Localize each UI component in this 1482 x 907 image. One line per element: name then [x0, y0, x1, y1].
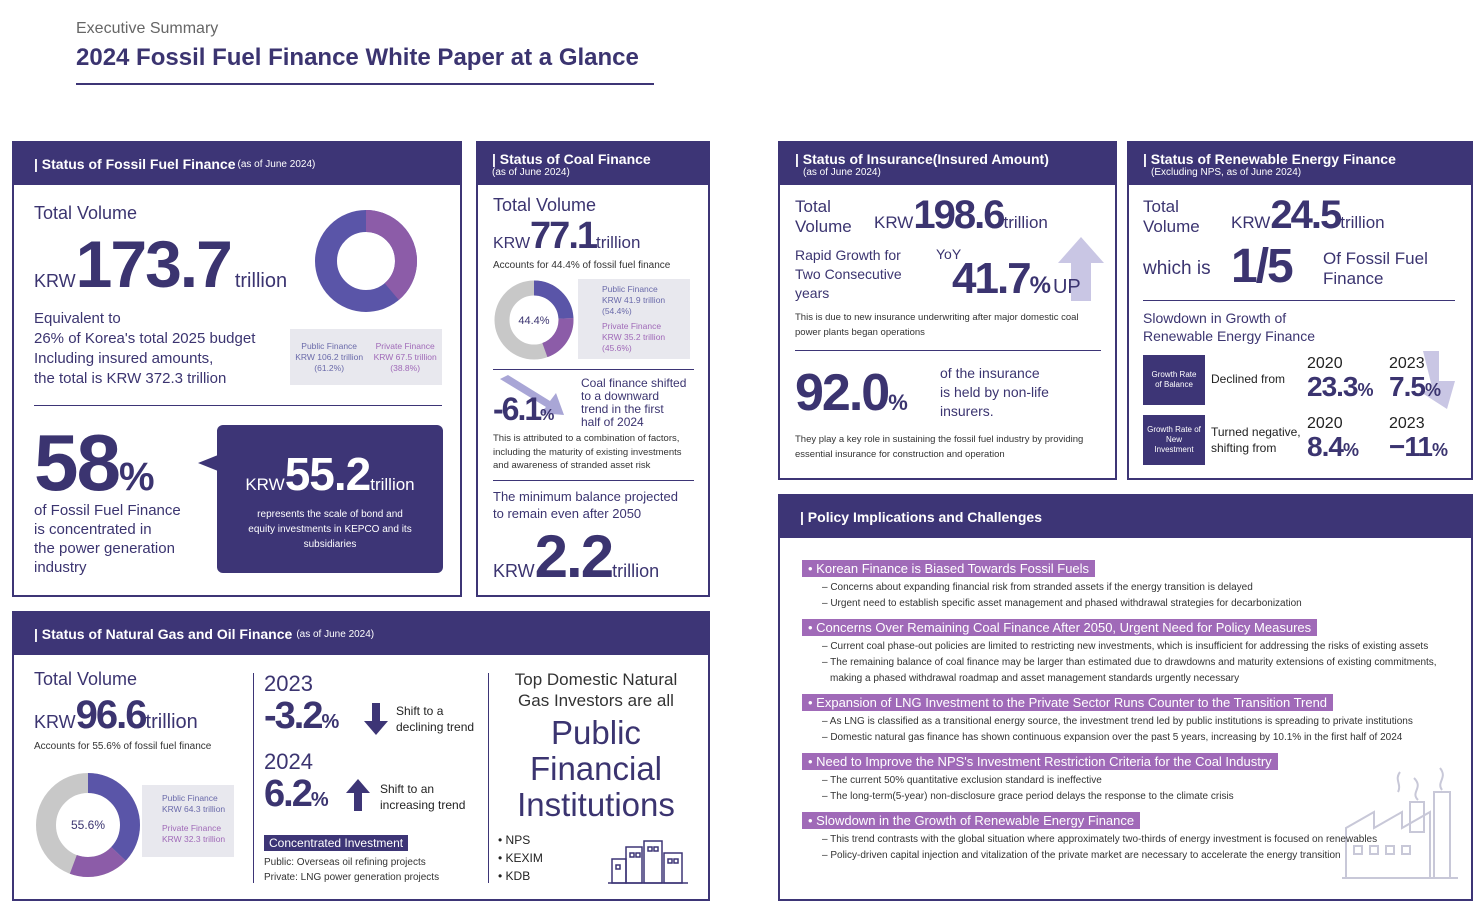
insurance-panel	[778, 141, 1117, 480]
gas-y2-text: Shift to an increasing trend	[380, 782, 466, 812]
insurance-due: This is due to new insurance underwriting after major domestic coal power plants began operations	[795, 312, 1079, 338]
gas-y2: 2024	[264, 749, 313, 774]
gas-accounts: Accounts for 55.6% of fossil fuel finance	[34, 741, 212, 752]
coal-accounts: Accounts for 44.4% of fossil fuel finance	[493, 260, 671, 271]
insurance-rapid-growth: Rapid Growth for Two Consecutive years	[795, 247, 902, 301]
fossil-title-bar	[14, 143, 460, 185]
coal-title: | Status of Coal Finance	[492, 150, 651, 167]
fossil-legend-private: Private Finance KRW 67.5 trillion (38.8%)	[373, 341, 437, 373]
insurance-role: They play a key role in sustaining the fossil fuel industry by providing essential insurance for construction and operation	[795, 434, 1084, 460]
renewable-tv-label: Total Volume	[1143, 197, 1200, 236]
gas-conc-lines: Public: Overseas oil refining projects Private: LNG power generation projects	[264, 857, 440, 883]
gas-institutions	[498, 831, 543, 885]
fossil-donut	[314, 209, 418, 313]
coal-divider-2	[493, 480, 694, 481]
coal-attribution: This is attributed to a combination of factors, including the maturity of existing investments and awareness of stranded asset risk	[493, 433, 682, 471]
fossil-concentration: of Fossil Fuel Finance is concentrated in the power generation industry	[34, 502, 181, 576]
policy-item-3-line-0: – The current 50% quantitative exclusion standard is ineffective	[822, 775, 1102, 786]
gas-value: 96.6	[75, 693, 146, 737]
gas-y1-text: Shift to a declining trend	[396, 704, 475, 734]
fossil-asof: (as of June 2024)	[237, 158, 316, 170]
policy-item-0	[802, 560, 1462, 612]
policy-item-1-line-1: – The remaining balance of coal finance may be larger than estimated due to drawdowns and maturity extensions of existing commitments,	[822, 657, 1437, 668]
gas-title-bar	[14, 613, 708, 655]
renewable-turned: Turned negative, shifting from	[1211, 425, 1301, 455]
renewable-fraction: 1/5	[1231, 240, 1292, 293]
policy-item-1-line-0: – Current coal phase-out policies are limited to restricting new investments, which is insufficient for addressing the risks of existing assets	[822, 641, 1429, 652]
fossil-eq4: the total is KRW 372.3 trillion	[34, 370, 227, 387]
city-buildings-icon	[608, 837, 688, 885]
gas-total: KRW 96.6 trillion	[34, 693, 198, 737]
fossil-pct-sign: %	[118, 455, 155, 499]
coal-min-value-wrap: KRW 2.2 trillion	[493, 523, 660, 590]
coal-asof: (as of June 2024)	[492, 166, 570, 178]
fossil-krw: KRW	[34, 271, 76, 291]
fossil-total	[34, 227, 288, 301]
fossil-legend	[290, 329, 442, 385]
renewable-panel	[1127, 141, 1473, 480]
gas-inst-2: • KDB	[498, 869, 531, 883]
coal-legend	[578, 279, 690, 359]
fossil-tv-label: Total Volume	[34, 203, 138, 223]
gas-donut-label: 55.6%	[70, 818, 106, 832]
policy-item-2-line-1: – Domestic natural gas finance has shown continuous expansion over the past 5 years, increasing by 10.1% in the first half of 2024	[822, 732, 1403, 743]
fossil-equivalent	[34, 309, 255, 389]
renewable-balance-box: Growth Rate of Balance	[1143, 355, 1205, 405]
fossil-pct-wrap	[34, 418, 155, 507]
gas-conc-tag: Concentrated Investment	[264, 835, 408, 851]
insurance-pct: 92.0	[795, 364, 889, 422]
gas-pfi: Public Financial Institutions	[517, 714, 675, 823]
policy-item-2-tag: • Expansion of LNG Investment to the Private Sector Runs Counter to the Transition Trend	[802, 694, 1333, 711]
gas-panel	[12, 611, 710, 901]
insurance-yoy: YoY	[936, 246, 962, 262]
renewable-r2-v2-wrap: −11 %	[1389, 431, 1448, 462]
renewable-title: | Status of Renewable Energy Finance	[1143, 150, 1396, 167]
coal-tv-label: Total Volume	[493, 195, 597, 215]
title-underline	[76, 83, 654, 85]
gas-inst-0: • NPS	[498, 833, 531, 847]
insurance-held: of the insurance is held by non-life insurers.	[940, 365, 1049, 419]
insurance-title: | Status of Insurance(Insured Amount)	[795, 150, 1049, 167]
gas-tv-label: Total Volume	[34, 669, 138, 689]
renewable-r2-v1: 8.4	[1307, 431, 1343, 462]
policy-item-2-line-0: – As LNG is classified as a transitional energy source, the investment trend led by public institutions is spreading to private institutions	[822, 716, 1413, 727]
renewable-r1-v1: 23.3	[1307, 371, 1358, 402]
gas-title: | Status of Natural Gas and Oil Finance	[34, 626, 293, 642]
coal-minimum: The minimum balance projected to remain even after 2050	[493, 489, 678, 521]
policy-item-3-tag: • Need to Improve the NPS's Investment Restriction Criteria for the Coal Industry	[802, 753, 1278, 770]
fossil-eq1: Equivalent to	[34, 310, 121, 327]
renewable-r2-v2: −11	[1389, 431, 1432, 462]
renewable-which: which is	[1143, 258, 1211, 279]
policy-item-0-line-1: – Urgent need to establish specific asset management and phased withdrawal strategies for decarbonization	[822, 598, 1302, 609]
policy-panel	[778, 494, 1473, 901]
policy-title: | Policy Implications and Challenges	[800, 509, 1042, 525]
renewable-declined: Declined from	[1211, 372, 1286, 386]
renewable-r2-v1-wrap: 8.4 %	[1307, 431, 1359, 462]
renewable-r2-y2: 2023	[1389, 415, 1425, 432]
insurance-value: 198.6	[913, 193, 1004, 237]
renewable-title-bar	[1129, 143, 1471, 185]
renewable-r1-v2-wrap: 7.5 %	[1389, 371, 1441, 402]
policy-item-1-tag: • Concerns Over Remaining Coal Finance After 2050, Urgent Need for Policy Measures	[802, 619, 1317, 636]
fossil-value: 173.7	[75, 227, 231, 301]
policy-item-4-line-0: – This trend contrasts with the global situation where approximately two-thirds of energy investment is focused on renewables	[822, 834, 1378, 845]
policy-item-4-line-1: – Policy-driven capital injection and vitalization of the private market are necessary to accelerate the energy transition	[822, 850, 1341, 861]
gas-y1: 2023	[264, 671, 313, 696]
renewable-r1-y1: 2020	[1307, 355, 1343, 372]
gas-y2-wrap: 6.2 %	[264, 773, 329, 815]
policy-item-1-line-2: making a phased withdrawal roadmap and asset management standards urgently necessary	[830, 673, 1240, 684]
renewable-r1-y2: 2023	[1389, 355, 1425, 372]
coal-change-wrap: -6.1 %	[493, 391, 555, 427]
fossil-pct: 58	[34, 418, 119, 507]
gas-y2-value: 6.2	[264, 773, 311, 815]
renewable-r2-y1: 2020	[1307, 415, 1343, 432]
renewable-r1-v2: 7.5	[1389, 371, 1425, 402]
policy-item-0-tag: • Korean Finance is Biased Towards Fossil Fuels	[802, 560, 1095, 577]
insurance-divider	[795, 350, 1101, 351]
renewable-r1-v1-wrap: 23.3 %	[1307, 371, 1374, 402]
gas-sep-1	[253, 673, 254, 883]
fossil-box-value: 55.2	[284, 448, 371, 500]
renewable-value: 24.5	[1270, 193, 1341, 237]
insurance-pct-wrap: 92.0 %	[795, 364, 908, 422]
gas-inst-1: • KEXIM	[498, 851, 543, 865]
fossil-legend-public: Public Finance KRW 106.2 trillion (61.2%)	[295, 341, 364, 373]
policy-item-3	[802, 753, 1462, 805]
gas-donut	[34, 771, 142, 879]
renewable-divider	[1143, 300, 1455, 301]
policy-item-4-tag: • Slowdown in the Growth of Renewable Energy Finance	[802, 812, 1140, 829]
fossil-eq2: 26% of Korea's total 2025 budget	[34, 330, 256, 347]
coal-shift: Coal finance shifted to a downward trend in the first half of 2024	[581, 376, 687, 429]
page-title: 2024 Fossil Fuel Finance White Paper at a Glance	[76, 44, 639, 71]
insurance-total: KRW 198.6 trillion	[874, 193, 1048, 237]
coal-legend-public: Public Finance KRW 41.9 trillion (54.4%)	[602, 284, 666, 316]
fossil-title: | Status of Fossil Fuel Finance	[34, 156, 236, 172]
insurance-asof: (as of June 2024)	[803, 166, 881, 178]
policy-list	[802, 560, 1462, 864]
renewable-investment-box: Growth Rate of New Investment	[1143, 415, 1205, 465]
policy-title-bar	[780, 496, 1471, 538]
coal-value: 77.1	[530, 215, 597, 257]
fossil-callout-arrow	[198, 455, 218, 471]
coal-legend-private: Private Finance KRW 35.2 trillion (45.6%)	[602, 321, 666, 353]
arrow-up-icon	[346, 779, 370, 811]
renewable-total: KRW 24.5 trillion	[1231, 193, 1385, 237]
gas-sep-2	[488, 673, 489, 883]
gas-y1-value: -3.2	[264, 695, 322, 737]
coal-panel	[476, 141, 710, 597]
insurance-title-bar	[780, 143, 1115, 185]
policy-item-3-line-1: – The long-term(5-year) non-disclosure grace period delays the response to the climate crisis	[822, 791, 1234, 802]
gas-legend	[142, 785, 234, 857]
gas-legend-private: Private Finance KRW 32.3 trillion	[162, 823, 226, 844]
coal-donut-label: 44.4%	[518, 315, 550, 327]
insurance-tv-label: Total Volume	[795, 197, 852, 236]
fossil-divider	[34, 405, 442, 406]
fossil-kepco-box: KRW 55.2 trillion represents the scale of bond and equity investments in KEPCO and its subsidiaries	[217, 425, 443, 573]
fossil-eq3: Including insured amounts,	[34, 350, 214, 367]
insurance-yoy-value: 41.7	[952, 254, 1030, 303]
coal-title-bar	[478, 143, 708, 185]
coal-total: KRW 77.1 trillion	[493, 215, 641, 257]
coal-donut	[493, 279, 575, 361]
arrow-down-icon	[364, 703, 388, 735]
fossil-box-value-row: KRW 55.2 trillion	[245, 448, 415, 500]
gas-top-investors: Top Domestic Natural Gas Investors are all	[514, 670, 678, 710]
renewable-asof: (Excluding NPS, as of June 2024)	[1151, 166, 1302, 178]
coal-change: -6.1	[493, 391, 541, 427]
renewable-of: Of Fossil Fuel Finance	[1323, 249, 1428, 288]
coal-divider-1	[493, 369, 694, 370]
policy-item-4	[802, 812, 1462, 864]
gas-y1-wrap: -3.2 %	[264, 695, 340, 737]
policy-item-2	[802, 694, 1462, 746]
gas-asof: (as of June 2024)	[296, 628, 375, 640]
fossil-panel	[12, 141, 462, 597]
fossil-unit: trillion	[234, 270, 288, 292]
policy-item-0-line-0: – Concerns about expanding financial risk from stranded assets if the energy transition is delayed	[822, 582, 1253, 593]
gas-legend-public: Public Finance KRW 64.3 trillion	[162, 793, 226, 814]
renewable-slowdown: Slowdown in Growth of Renewable Energy Finance	[1143, 310, 1315, 344]
coal-min-value: 2.2	[534, 523, 613, 590]
header-kicker: Executive Summary	[76, 20, 219, 37]
insurance-yoy-wrap: 41.7 % UP	[952, 254, 1081, 303]
policy-item-1	[802, 619, 1462, 687]
insurance-up: UP	[1052, 276, 1081, 298]
